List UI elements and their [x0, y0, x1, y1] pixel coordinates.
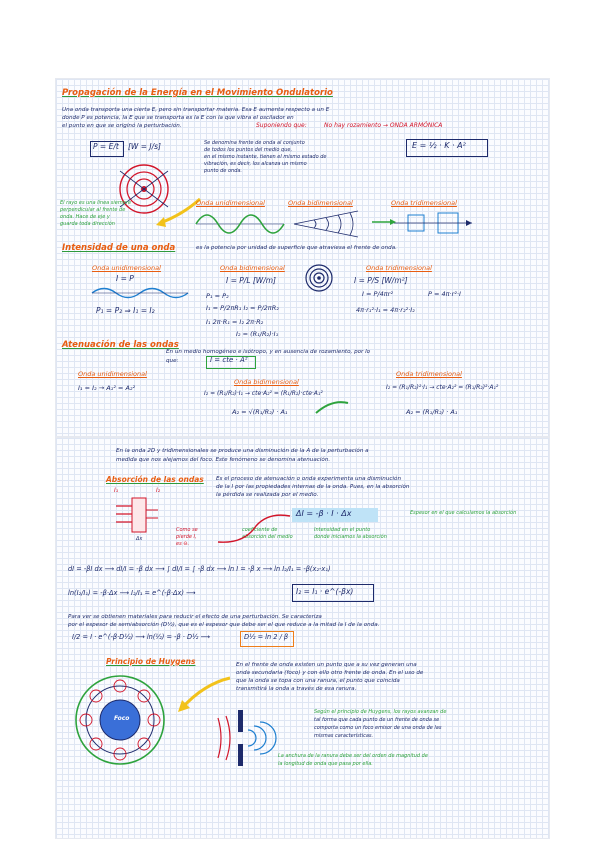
- foco-label: Foco: [114, 715, 130, 722]
- intensity-2d-eq: I₁ = P/2πR₁ I₂ = P/2πR₂: [206, 304, 279, 312]
- sign-note: pierde I,: [176, 534, 197, 540]
- absorption-definition: la pérdida se realizada por el medio.: [216, 492, 319, 498]
- wave-type-1d: Onda unidimensional: [196, 199, 265, 207]
- absorption-intro: En la onda 2D y tridimensionales se produce una disminución de la A de la perturbación a: [116, 448, 369, 454]
- wave-type-2d: Onda bidimensional: [288, 199, 353, 207]
- wavefront-note: en el mismo instante, tienen el mismo estado de: [204, 154, 327, 160]
- absorption-definition: Es el proceso de atenuación o onda experimenta una disminución: [216, 476, 401, 482]
- absorption-diff-eq: ΔI = -β · I · Δx: [296, 509, 352, 518]
- intro-line: donde P es potencia, la E que se transporta es la E con la que vibra el oscilador en: [62, 115, 294, 121]
- attenuation-2d-eq: A₂ = √(R₁/R₂) · A₁: [232, 408, 288, 416]
- slit-diffraction-figure: [214, 708, 280, 768]
- section-title-huygens: Principio de Huygens: [106, 657, 196, 666]
- intensity-1d-eq: I = P: [116, 274, 134, 283]
- section-title-propagation: Propagación de la Energía en el Movimiento Ondulatorio: [62, 88, 333, 98]
- intensity-1d-wave: [92, 284, 188, 302]
- intensity-3d-eq: P = 4π·r²·I: [428, 290, 461, 298]
- attenuation-2d-title: Onda bidimensional: [234, 378, 299, 386]
- slit-note: la longitud de onda que pasa por ella.: [278, 761, 373, 767]
- integration-step: dI = -βI dx ⟶ dI/I = -β dx ⟶ ∫ dI/I = ∫ -β dx ⟶ ln I = -β x ⟶ ln I₂/I₁ = -β(x₂-x₁): [68, 565, 331, 573]
- integration-step: ln(I₂/I₁) = -β·Δx ⟶ I₂/I₁ = e^(-β·Δx) ⟶: [68, 589, 196, 597]
- huygens-note: tal forma que cada punto de un frente de onda se: [314, 717, 440, 723]
- no-damping-note: No hay rozamiento → ONDA ARMÓNICA: [324, 122, 443, 129]
- attenuation-intro: En un medio homogéneo e isótropo, y en ausencia de rozamiento, por lo: [166, 349, 371, 355]
- huygens-text: que la onda se topa con una ranura, el punto que coincida: [236, 678, 400, 684]
- half-thickness-note: Para ver se obtienen materiales para reducir el efecto de una perturbación. Se caracteriza: [68, 614, 322, 620]
- sine-wave-figure: [196, 209, 286, 239]
- attenuation-intro: que:: [166, 358, 179, 364]
- huygens-note: Según el principio de Huygens, los rayos avanzan de: [314, 709, 447, 715]
- slit-note: La anchura de la ranura debe ser del orden de magnitud de: [278, 753, 428, 759]
- attenuation-3d-eq: A₂ = (R₁/R₂) · A₁: [406, 408, 458, 416]
- power-formula: P = E/t: [93, 142, 119, 151]
- supposition-label: Suponiendo que:: [256, 122, 307, 129]
- attenuation-1d-eq: I₁ = I₂ → A₁² = A₂²: [78, 384, 136, 392]
- intensity-definition: es la potencia por unidad de superficie que atraviesa el frente de onda.: [196, 245, 397, 251]
- absorption-slab-figure: [114, 494, 174, 538]
- attenuation-3d-title: Onda tridimensional: [396, 370, 462, 378]
- intensity-3d-eq: I = P/4πr²: [362, 290, 393, 298]
- notes-page-top: [55, 78, 550, 437]
- wavefront-note: vibración, es decir, los alcanza un mismo: [204, 161, 307, 167]
- absorption-definition: de la I por las propiedades internas de la onda. Pues, en la absorción: [216, 484, 410, 490]
- thickness-note: Espesor en el que calculamos la absorción: [410, 510, 517, 516]
- intensity-2d-rings: [304, 263, 334, 293]
- attenuation-2d-eq: I₂ = (R₁/R₂)·I₁ → cte·A₂² = (R₁/R₂)·cte·A₁²: [204, 390, 323, 397]
- wavefront-note: punto de onda.: [204, 168, 243, 174]
- huygens-note: comporta como un foco emisor de una onda de las: [314, 725, 442, 731]
- section-title-intensity: Intensidad de una onda: [62, 243, 176, 253]
- huygens-text: onda secundaria (foco) y con ello otro frente de onda. En el uso de: [236, 670, 424, 676]
- sign-note: Como se: [176, 527, 198, 533]
- ray-note: onda. Hace de eje y: [60, 214, 110, 220]
- intensity-2d-title: Onda bidimensional: [220, 264, 285, 272]
- attenuation-3d-eq: I₂ = (R₁/R₂)²·I₁ → cte·A₂² = (R₁/R₂)²·A₁²: [386, 384, 499, 391]
- label-dx: Δx: [136, 536, 143, 542]
- intensity-point-note: donde iniciamos la absorción: [314, 534, 387, 540]
- ray-note: guarda toda dirección: [60, 221, 115, 227]
- intensity-3d-eq: I = P/S [W/m²]: [354, 276, 408, 285]
- absorption-intro: medida que nos alejamos del foco. Este fenómeno se denomina atenuación.: [116, 457, 331, 463]
- coefficient-note: coeficiente de: [242, 527, 278, 533]
- intensity-2d-eq: P₁ = P₂: [206, 292, 229, 300]
- intensity-2d-eq: I = P/L [W/m]: [226, 276, 276, 285]
- intensity-2d-eq: I₁ 2π·R₁ = I₂ 2π·R₂: [206, 318, 264, 326]
- sequence-arrows: [288, 217, 398, 227]
- half-thickness-result: D½ = ln 2 / β: [244, 633, 289, 641]
- huygens-note: mismas características.: [314, 733, 374, 739]
- intro-line: Una onda transporta una cierta E, pero sin transportar materia. Esa E aumenta respecto a un E: [62, 107, 330, 113]
- half-thickness-note: por el espesor de semiabsorción (D½), que es el espesor que debe ser el que reduce a la mitad la I de la onda.: [68, 622, 380, 628]
- wavefront-note: de todos los puntos del medio que,: [204, 147, 293, 153]
- energy-formula: E = ½ · K · A²: [412, 141, 466, 150]
- section-title-absorption: Absorción de las ondas: [106, 475, 204, 484]
- intro-line: el punto en que se originó la perturbación.: [62, 123, 182, 129]
- label-i2: I₂: [156, 487, 161, 494]
- intensity-1d-result: P₁ = P₂ ⇒ I₁ = I₂: [96, 306, 155, 315]
- wave-type-3d: Onda tridimensional: [391, 199, 457, 207]
- red-curve-arrow: [214, 508, 294, 548]
- ray-note: perpendicular al frente de: [60, 207, 126, 213]
- half-thickness-eq: I/2 = I · e^(-β·D½) ⟶ ln(½) = -β · D½ ⟶: [72, 633, 210, 641]
- intensity-point-note: Intensidad en el punto: [314, 527, 371, 533]
- intensity-2d-eq: I₂ = (R₁/R₂)·I₁: [236, 330, 279, 338]
- sign-note: es ⊖.: [176, 541, 190, 547]
- cylinder-wave-figure: [394, 207, 474, 239]
- intensity-1d-title: Onda unidimensional: [92, 264, 161, 272]
- huygens-text: En el frente de onda existen un punto que a su vez generan una: [236, 662, 417, 668]
- green-pointer-arrow: [312, 395, 352, 417]
- absorption-law: I₂ = I₁ · e^(-βx): [296, 587, 354, 596]
- huygens-text: transmitirá la onda a través de esa ranura.: [236, 686, 357, 692]
- ray-note: El rayo es una línea siempre: [60, 200, 132, 206]
- notes-page-bottom: [55, 437, 550, 839]
- section-title-attenuation: Atenuación de las ondas: [62, 340, 179, 350]
- attenuation-1d-title: Onda unidimensional: [78, 370, 147, 378]
- intensity-3d-eq: 4π·r₁²·I₁ = 4π·r₂²·I₂: [356, 306, 415, 314]
- wavefront-note: Se denomina frente de onda al conjunto: [204, 140, 305, 146]
- intensity-3d-title: Onda tridimensional: [366, 264, 432, 272]
- attenuation-relation: I = cte · A²: [210, 356, 248, 364]
- label-i1: I₁: [114, 487, 119, 494]
- power-units: [W = J/s]: [128, 142, 161, 151]
- coefficient-note: absorción del medio: [242, 534, 293, 540]
